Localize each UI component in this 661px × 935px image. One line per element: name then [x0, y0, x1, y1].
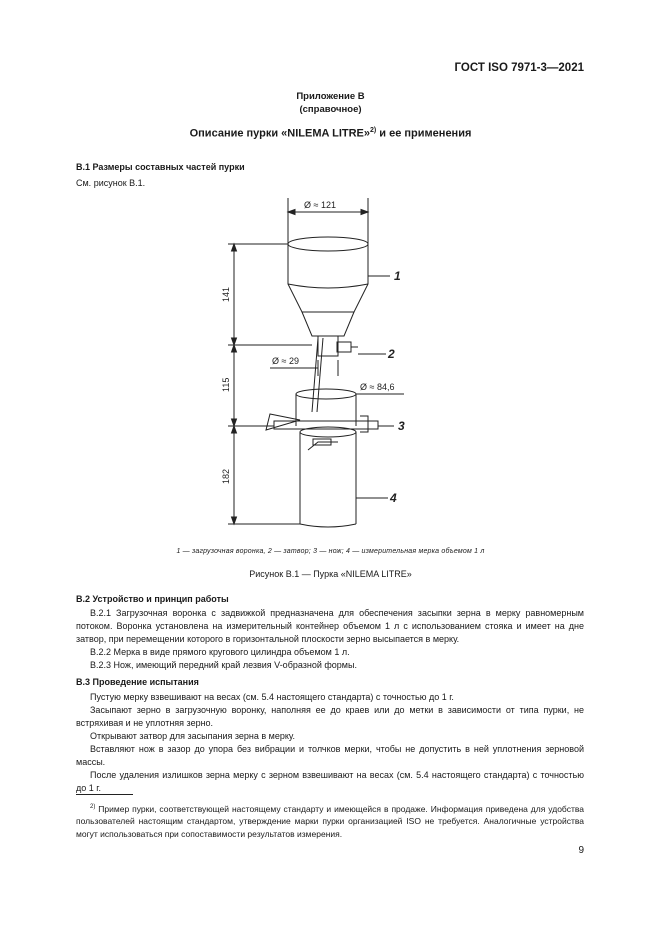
- page-number: 9: [578, 845, 584, 856]
- dim-label-top-diameter: Ø ≈ 121: [304, 200, 336, 210]
- section-b2-p3: В.2.3 Нож, имеющий передний край лезвия V-образной формы.: [90, 660, 357, 670]
- section-b2-heading: В.2 Устройство и принцип работы: [76, 594, 229, 604]
- dim-label-h2: 115: [221, 377, 231, 392]
- funnel-body: [288, 244, 368, 312]
- section-b3-p3: Открывают затвор для засыпания зерна в мерку.: [90, 731, 296, 741]
- measure-cup-bottom: [300, 524, 356, 527]
- funnel-rim: [288, 237, 368, 251]
- annex-title: [0, 127, 661, 140]
- callout-2: 2: [388, 347, 395, 361]
- callout-4: 4: [390, 491, 397, 505]
- section-b2-p2: В.2.2 Мерка в виде прямого кругового цилиндра объемом 1 л.: [90, 647, 350, 657]
- dim-label-throat: Ø ≈ 29: [272, 356, 299, 366]
- arrowhead: [232, 244, 237, 251]
- stand-rod: [312, 338, 318, 412]
- section-b2-p1: В.2.1 Загрузочная воронка с задвижкой предназначена для обеспечения засыпки зерна в мерку равномерным потоком. Воронка установлена на измерительный контейнер объемом 1 л с использованием стояка и имеет на дне затвор, при перемещении которого в горизонтальной плоскости зерно высыпается в мерку.: [76, 608, 584, 644]
- knife-blade: [266, 414, 300, 430]
- annex-label: Приложение В: [296, 91, 365, 102]
- annex-title-footnote-ref: 2): [370, 127, 377, 134]
- callout-1: 1: [394, 269, 401, 283]
- measure-cup-body: [300, 432, 356, 524]
- figure-b1-drawing: [200, 190, 460, 542]
- figure-title: Рисунок В.1 — Пурка «NILEMA LITRE»: [249, 569, 412, 579]
- standard-header: ГОСТ ISO 7971-3—2021: [454, 62, 584, 74]
- dim-label-h1: 141: [221, 286, 231, 302]
- arrowhead: [232, 426, 237, 433]
- dim-label-cup: Ø ≈ 84,6: [360, 382, 395, 392]
- arrowhead: [288, 210, 295, 215]
- figure-legend: 1 — загрузочная воронка, 2 — затвор; 3 — нож; 4 — измерительная мерка объемом 1 л: [176, 548, 485, 555]
- funnel-cone: [302, 312, 354, 336]
- annex-title-main: Описание пурки «NILEMA LITRE»: [189, 127, 371, 140]
- section-b3-heading: В.3 Проведение испытания: [76, 677, 199, 687]
- annex-title-tail: и ее применения: [376, 127, 472, 140]
- callout-3: 3: [398, 419, 405, 433]
- knife-clip: [360, 416, 368, 432]
- footnote-separator: [76, 794, 133, 795]
- funnel-throat: [318, 336, 338, 356]
- annex-status: (справочное): [299, 104, 362, 115]
- section-b1-text: См. рисунок В.1.: [76, 178, 146, 188]
- knife-plate: [274, 421, 378, 429]
- section-b3-p2: Засыпают зерно в загрузочную воронку, наполняя ее до краев или до метки в зависимости от типа пурки, не встряхивая и не уплотняя зерно.: [76, 705, 584, 728]
- gate-lever: [337, 342, 351, 352]
- footnote-mark: 2): [90, 804, 96, 810]
- arrowhead: [232, 517, 237, 524]
- arrowhead: [232, 345, 237, 352]
- arrowhead: [361, 210, 368, 215]
- upper-cup-rim: [296, 389, 356, 399]
- footnote-text: Пример пурки, соответствующей настоящему стандарту и имеющейся в продаже. Информация приведена для удобства пользователей настоящим стандартом, утверждение марки пурки организацией ISO не требуется. Аналогичные устройства могут использоваться при сопоставимости результатов измерения.: [76, 803, 584, 839]
- dim-label-h3: 182: [221, 468, 231, 484]
- section-b1-heading: В.1 Размеры составных частей пурки: [76, 162, 245, 172]
- funnel-seam: [288, 284, 368, 288]
- section-b3-p5: После удаления излишков зерна мерку с зерном взвешивают на весах (см. 5.4 настоящего стандарта) с точностью до 1 г.: [76, 770, 584, 793]
- footnote: [76, 801, 584, 840]
- section-b3-p4: Вставляют нож в зазор до упора без вибрации и толчков мерки, чтобы не допустить в ней уплотнения зерновой массы.: [76, 744, 584, 767]
- section-b3-p1: Пустую мерку взвешивают на весах (см. 5.4 настоящего стандарта) с точностью до 1 г.: [90, 692, 454, 702]
